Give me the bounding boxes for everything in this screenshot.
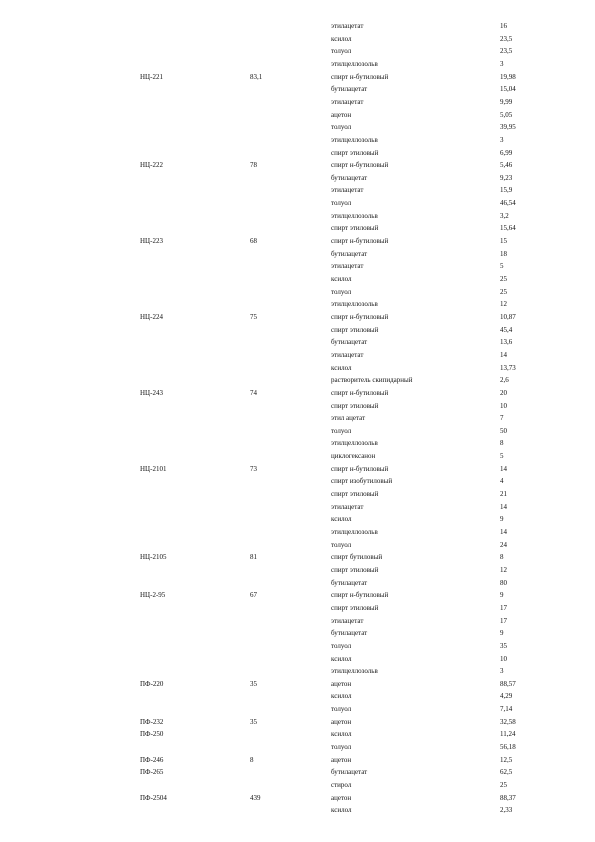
- amount-cell: 10,87: [500, 312, 516, 321]
- table-row: [0, 754, 595, 766]
- table-row: [0, 286, 595, 298]
- table-row: [0, 311, 595, 323]
- amount-cell: 39,95: [500, 123, 516, 132]
- table-row: [0, 134, 595, 146]
- table-row: [0, 792, 595, 804]
- amount-cell: 7: [500, 414, 504, 423]
- amount-cell: 3: [500, 135, 504, 144]
- amount-cell: 8: [500, 553, 504, 562]
- table-row: [0, 779, 595, 791]
- table-row: [0, 513, 595, 525]
- amount-cell: 25: [500, 287, 507, 296]
- product-code-cell: НЦ-243: [140, 388, 163, 397]
- table-row: [0, 20, 595, 32]
- component-cell: этилацетат: [331, 502, 364, 511]
- amount-cell: 14: [500, 464, 507, 473]
- table-row: [0, 577, 595, 589]
- component-cell: ацетон: [331, 679, 352, 688]
- amount-cell: 14: [500, 502, 507, 511]
- table-row: [0, 96, 595, 108]
- product-code-cell: ПФ-2504: [140, 793, 167, 802]
- table-row: [0, 589, 595, 601]
- table-row: [0, 109, 595, 121]
- amount-cell: 9: [500, 629, 504, 638]
- table-row: [0, 425, 595, 437]
- table-row: [0, 627, 595, 639]
- amount-cell: 5,05: [500, 110, 513, 119]
- table-row: [0, 336, 595, 348]
- amount-cell: 12: [500, 565, 507, 574]
- amount-cell: 4: [500, 477, 504, 486]
- table-row: [0, 222, 595, 234]
- value-cell: 73: [250, 464, 257, 473]
- amount-cell: 62,5: [500, 768, 513, 777]
- amount-cell: 9: [500, 591, 504, 600]
- component-cell: этилцеллозольв: [331, 300, 378, 309]
- component-cell: ацетон: [331, 755, 352, 764]
- component-cell: бутилацетат: [331, 338, 368, 347]
- component-cell: ксилол: [331, 275, 352, 283]
- component-cell: толуол: [331, 426, 352, 435]
- component-cell: толуол: [331, 540, 352, 549]
- product-code-cell: ПФ-232: [140, 717, 164, 726]
- amount-cell: 17: [500, 616, 507, 625]
- amount-cell: 35: [500, 641, 507, 650]
- value-cell: 68: [250, 237, 257, 246]
- component-cell: этилцеллозольв: [331, 211, 378, 220]
- table-row: [0, 83, 595, 95]
- component-cell: бутилацетат: [331, 578, 368, 587]
- table-row: [0, 665, 595, 677]
- amount-cell: 16: [500, 22, 507, 30]
- component-cell: ацетон: [331, 793, 352, 802]
- component-cell: стирол: [331, 781, 352, 789]
- product-code-cell: НЦ-2101: [140, 464, 167, 473]
- component-cell: бутилацетат: [331, 85, 368, 94]
- amount-cell: 23,5: [500, 34, 513, 43]
- component-cell: спирт этиловый: [331, 325, 379, 334]
- component-cell: этилцеллозольв: [331, 528, 378, 536]
- component-cell: спирт бутиловый: [331, 553, 383, 562]
- amount-cell: 3: [500, 667, 504, 676]
- component-cell: толуол: [331, 123, 352, 132]
- product-code-cell: НЦ-221: [140, 72, 163, 81]
- amount-cell: 46,54: [500, 199, 516, 208]
- table-row: [0, 45, 595, 57]
- table-row: [0, 602, 595, 614]
- component-cell: спирт этиловый: [331, 224, 379, 233]
- amount-cell: 3,2: [500, 211, 509, 220]
- table-row: [0, 197, 595, 209]
- value-cell: 83,1: [250, 72, 263, 81]
- amount-cell: 7,14: [500, 705, 513, 714]
- value-cell: 35: [250, 679, 257, 688]
- component-cell: толуол: [331, 47, 352, 56]
- table-row: [0, 501, 595, 513]
- table-row: [0, 58, 595, 70]
- product-code-cell: ПФ-250: [140, 730, 164, 739]
- component-cell: ксилол: [331, 654, 352, 663]
- amount-cell: 23,5: [500, 47, 513, 56]
- amount-cell: 15,9: [500, 186, 513, 195]
- component-cell: ксилол: [331, 806, 352, 815]
- table-row: [0, 539, 595, 551]
- value-cell: 8: [250, 755, 254, 764]
- amount-cell: 5: [500, 452, 504, 461]
- table-row: [0, 450, 595, 462]
- product-code-cell: ПФ-220: [140, 679, 164, 688]
- component-cell: циклогексанон: [331, 452, 376, 461]
- table-row: [0, 716, 595, 728]
- value-cell: 67: [250, 591, 257, 600]
- product-code-cell: НЦ-222: [140, 161, 163, 170]
- amount-cell: 80: [500, 578, 507, 587]
- table-row: [0, 324, 595, 336]
- component-cell: спирт н-бутиловый: [331, 464, 389, 473]
- component-cell: ксилол: [331, 730, 352, 739]
- table-row: [0, 298, 595, 310]
- component-cell: бутилацетат: [331, 629, 368, 638]
- component-cell: спирт изобутиловый: [331, 477, 393, 486]
- table-row: [0, 273, 595, 285]
- table-row: [0, 804, 595, 816]
- table-row: [0, 400, 595, 412]
- amount-cell: 15,04: [500, 85, 516, 94]
- value-cell: 81: [250, 553, 257, 562]
- component-cell: толуол: [331, 199, 352, 208]
- component-cell: этилацетат: [331, 97, 364, 106]
- table-row: [0, 387, 595, 399]
- component-cell: ксилол: [331, 692, 352, 701]
- component-cell: спирт этиловый: [331, 401, 379, 410]
- component-cell: ацетон: [331, 717, 352, 726]
- component-cell: этилацетат: [331, 616, 364, 625]
- component-cell: толуол: [331, 743, 352, 752]
- product-code-cell: ПФ-246: [140, 755, 164, 764]
- amount-cell: 17: [500, 603, 507, 612]
- table-row: [0, 551, 595, 563]
- component-cell: этилцеллозольв: [331, 135, 378, 144]
- table-row: [0, 147, 595, 159]
- value-cell: 78: [250, 161, 257, 170]
- value-cell: 75: [250, 312, 257, 321]
- product-code-cell: НЦ-223: [140, 237, 163, 246]
- product-code-cell: ПФ-265: [140, 768, 164, 777]
- amount-cell: 14: [500, 528, 507, 536]
- amount-cell: 11,24: [500, 730, 516, 739]
- table-row: [0, 210, 595, 222]
- amount-cell: 12,5: [500, 755, 513, 764]
- table-row: [0, 678, 595, 690]
- product-code-cell: НЦ-2-95: [140, 591, 166, 600]
- amount-cell: 14: [500, 350, 507, 359]
- component-cell: растворитель скипидарный: [331, 376, 413, 385]
- amount-cell: 10: [500, 654, 507, 663]
- component-cell: этилцеллозольв: [331, 439, 378, 448]
- amount-cell: 56,18: [500, 743, 516, 752]
- amount-cell: 5: [500, 262, 504, 271]
- table-row: [0, 564, 595, 576]
- table-row: [0, 653, 595, 665]
- component-cell: ксилол: [331, 363, 352, 372]
- amount-cell: 19,98: [500, 72, 516, 81]
- table-row: [0, 159, 595, 171]
- component-cell: спирт н-бутиловый: [331, 388, 389, 397]
- amount-cell: 4,29: [500, 692, 513, 701]
- table-row: [0, 766, 595, 778]
- table-row: [0, 248, 595, 260]
- amount-cell: 9,23: [500, 173, 513, 182]
- component-cell: спирт н-бутиловый: [331, 237, 389, 246]
- amount-cell: 6,99: [500, 148, 513, 157]
- component-cell: толуол: [331, 287, 352, 296]
- amount-cell: 45,4: [500, 325, 513, 334]
- table-row: [0, 172, 595, 184]
- component-cell: этилацетат: [331, 186, 364, 195]
- component-cell: бутилацетат: [331, 173, 368, 182]
- amount-cell: 20: [500, 388, 507, 397]
- amount-cell: 15: [500, 237, 507, 246]
- table-row: [0, 184, 595, 196]
- table-row: [0, 412, 595, 424]
- table-row: [0, 437, 595, 449]
- component-cell: спирт н-бутиловый: [331, 72, 389, 81]
- amount-cell: 10: [500, 401, 507, 410]
- amount-cell: 15,64: [500, 224, 516, 233]
- amount-cell: 25: [500, 275, 507, 283]
- component-cell: этил ацетат: [331, 414, 366, 423]
- component-cell: ксилол: [331, 515, 352, 524]
- table-row: [0, 374, 595, 386]
- component-cell: толуол: [331, 705, 352, 714]
- component-cell: ацетон: [331, 110, 352, 119]
- table-row: [0, 362, 595, 374]
- component-cell: толуол: [331, 641, 352, 650]
- table-row: [0, 121, 595, 133]
- amount-cell: 5,46: [500, 161, 513, 170]
- component-cell: спирт н-бутиловый: [331, 161, 389, 170]
- table-row: [0, 71, 595, 83]
- table-row: [0, 690, 595, 702]
- amount-cell: 18: [500, 249, 507, 258]
- component-cell: бутилацетат: [331, 249, 368, 258]
- component-cell: спирт н-бутиловый: [331, 591, 389, 600]
- table-row: [0, 615, 595, 627]
- amount-cell: 2,6: [500, 376, 509, 385]
- amount-cell: 9: [500, 515, 504, 524]
- amount-cell: 24: [500, 540, 507, 549]
- table-row: [0, 488, 595, 500]
- amount-cell: 88,57: [500, 679, 516, 688]
- component-cell: этилацетат: [331, 22, 364, 30]
- component-cell: ксилол: [331, 34, 352, 43]
- amount-cell: 25: [500, 781, 507, 789]
- component-cell: спирт этиловый: [331, 565, 379, 574]
- table-row: [0, 526, 595, 538]
- amount-cell: 13,73: [500, 363, 516, 372]
- table-row: [0, 703, 595, 715]
- table-row: [0, 235, 595, 247]
- component-cell: бутилацетат: [331, 768, 368, 777]
- component-cell: спирт этиловый: [331, 603, 379, 612]
- amount-cell: 12: [500, 300, 507, 309]
- amount-cell: 2,33: [500, 806, 513, 815]
- component-cell: этилацетат: [331, 350, 364, 359]
- amount-cell: 21: [500, 490, 507, 499]
- amount-cell: 13,6: [500, 338, 513, 347]
- value-cell: 439: [250, 793, 261, 802]
- table-row: [0, 741, 595, 753]
- amount-cell: 9,99: [500, 97, 513, 106]
- table-row: [0, 640, 595, 652]
- table-row: [0, 475, 595, 487]
- component-cell: этилцеллозольв: [331, 59, 378, 68]
- amount-cell: 32,58: [500, 717, 516, 726]
- value-cell: 74: [250, 388, 257, 397]
- component-cell: этилацетат: [331, 262, 364, 271]
- table-row: [0, 33, 595, 45]
- amount-cell: 50: [500, 426, 507, 435]
- component-cell: спирт этиловый: [331, 148, 379, 157]
- component-cell: этилцеллозольв: [331, 667, 378, 676]
- table-row: [0, 728, 595, 740]
- value-cell: 35: [250, 717, 257, 726]
- amount-cell: 3: [500, 59, 504, 68]
- component-cell: спирт этиловый: [331, 490, 379, 499]
- table-row: [0, 349, 595, 361]
- product-code-cell: НЦ-224: [140, 312, 163, 321]
- table-row: [0, 260, 595, 272]
- component-cell: спирт н-бутиловый: [331, 312, 389, 321]
- amount-cell: 88,37: [500, 793, 516, 802]
- product-code-cell: НЦ-2105: [140, 553, 167, 562]
- table-row: [0, 463, 595, 475]
- amount-cell: 8: [500, 439, 504, 448]
